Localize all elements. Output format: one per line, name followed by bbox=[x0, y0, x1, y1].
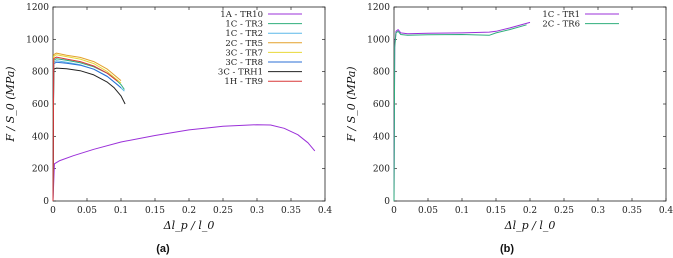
y-tick-label: 800 bbox=[372, 67, 390, 78]
plot-frame bbox=[53, 7, 325, 201]
legend-label: 3C - TR8 bbox=[225, 58, 263, 68]
x-tick-label: 0.05 bbox=[76, 206, 98, 216]
y-tick-label: 1000 bbox=[26, 35, 49, 46]
y-axis-label: F / S_0 (MPa) bbox=[4, 66, 17, 142]
series-line bbox=[53, 59, 124, 201]
series-line bbox=[394, 25, 527, 201]
legend-label: 2C - TR5 bbox=[225, 38, 263, 49]
y-tick-label: 400 bbox=[31, 132, 49, 143]
x-tick-label: 0.3 bbox=[590, 206, 606, 216]
x-tick-label: 0.1 bbox=[454, 206, 470, 216]
series-line bbox=[394, 22, 530, 201]
y-tick-label: 800 bbox=[31, 67, 49, 78]
legend-label: 1C - TR2 bbox=[225, 29, 263, 40]
x-tick-label: 0.25 bbox=[212, 206, 234, 216]
x-tick-label: 0 bbox=[50, 206, 56, 216]
series-line bbox=[53, 55, 121, 201]
legend-label: 3C - TR7 bbox=[225, 48, 263, 59]
y-tick-label: 200 bbox=[31, 164, 49, 175]
y-tick-label: 1200 bbox=[26, 3, 49, 13]
legend-label: 1C - TR1 bbox=[542, 10, 580, 20]
y-tick-label: 1200 bbox=[367, 3, 390, 13]
axis-ticks bbox=[26, 3, 332, 216]
legend-label: 2C - TR6 bbox=[542, 19, 580, 30]
y-axis-label: F / S_0 (MPa) bbox=[345, 66, 358, 142]
x-tick-label: 0.2 bbox=[522, 206, 538, 216]
x-tick-label: 0.4 bbox=[658, 206, 673, 216]
series-group bbox=[394, 22, 530, 201]
x-axis-label: Δl_p / l_0 bbox=[504, 219, 556, 232]
legend-label: 1H - TR9 bbox=[224, 77, 263, 88]
y-tick-label: 600 bbox=[372, 100, 390, 110]
x-tick-label: 0.25 bbox=[553, 206, 575, 216]
y-tick-label: 200 bbox=[372, 164, 390, 175]
x-tick-label: 0.15 bbox=[485, 206, 507, 216]
legend bbox=[542, 10, 619, 30]
x-axis-label: Δl_p / l_0 bbox=[163, 219, 215, 232]
plot-frame bbox=[394, 7, 666, 201]
y-tick-label: 0 bbox=[43, 197, 49, 207]
series-line bbox=[53, 62, 121, 201]
series-group bbox=[53, 53, 315, 201]
series-line bbox=[53, 125, 315, 201]
x-tick-label: 0.35 bbox=[621, 206, 643, 216]
series-line bbox=[53, 57, 118, 201]
legend bbox=[218, 10, 302, 87]
legend-label: 1A - TR10 bbox=[220, 10, 263, 20]
legend-label: 1C - TR3 bbox=[225, 19, 263, 30]
x-tick-label: 0.4 bbox=[317, 206, 333, 216]
panel-label-b: (b) bbox=[499, 243, 515, 255]
panel-b bbox=[345, 3, 673, 255]
y-tick-label: 600 bbox=[31, 100, 49, 110]
legend-label: 3C - TRH1 bbox=[217, 67, 263, 78]
y-tick-label: 0 bbox=[384, 197, 390, 207]
x-tick-label: 0 bbox=[391, 206, 397, 216]
panel-label-a: (a) bbox=[156, 243, 170, 255]
x-tick-label: 0.15 bbox=[144, 206, 166, 216]
x-tick-label: 0.35 bbox=[280, 206, 302, 216]
x-tick-label: 0.05 bbox=[417, 206, 439, 216]
series-line bbox=[53, 68, 125, 201]
panel-a bbox=[4, 3, 332, 255]
x-tick-label: 0.3 bbox=[249, 206, 265, 216]
x-tick-label: 0.1 bbox=[113, 206, 129, 216]
y-tick-label: 400 bbox=[372, 132, 390, 143]
y-tick-label: 1000 bbox=[367, 35, 390, 46]
x-tick-label: 0.2 bbox=[181, 206, 197, 216]
